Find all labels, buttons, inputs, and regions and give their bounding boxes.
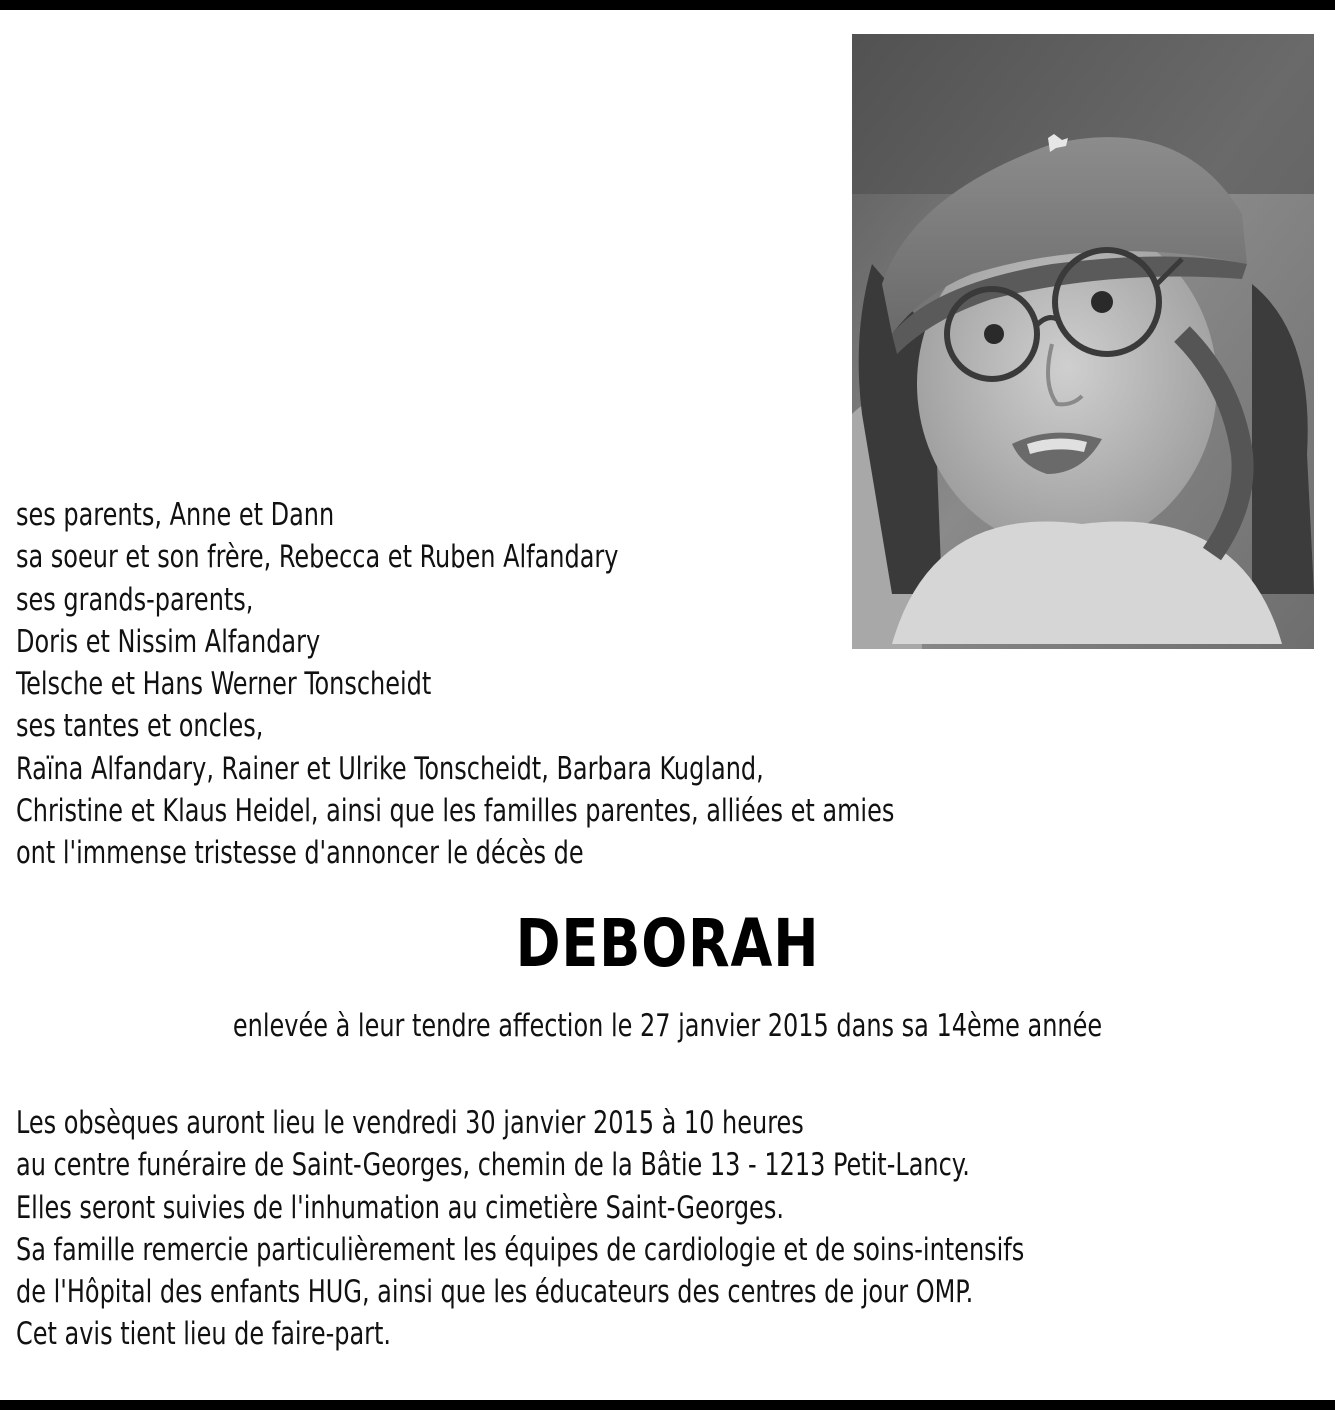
- funeral-line: Cet avis tient lieu de faire-part.: [16, 1316, 392, 1353]
- family-line: Telsche et Hans Werner Tonscheidt: [16, 666, 432, 703]
- funeral-line: au centre funéraire de Saint-Georges, chemin de la Bâtie 13 - 1213 Petit-Lancy.: [16, 1147, 970, 1184]
- family-line: ses grands-parents,: [16, 581, 254, 618]
- top-border-rule: [0, 0, 1335, 10]
- funeral-details: [16, 1102, 1316, 1356]
- family-line: ont l'immense tristesse d'annoncer le décès de: [16, 835, 584, 872]
- death-date-line: enlevée à leur tendre affection le 27 janvier 2015 dans sa 14ème année: [232, 1008, 1103, 1044]
- bottom-border-rule: [0, 1400, 1335, 1410]
- family-line: ses tantes et oncles,: [16, 708, 264, 745]
- funeral-line: Sa famille remercie particulièrement les équipes de cardiologie et de soins-intensifs: [16, 1231, 1025, 1268]
- funeral-line: Les obsèques auront lieu le vendredi 30 janvier 2015 à 10 heures: [16, 1105, 804, 1141]
- family-line: sa soeur et son frère, Rebecca et Ruben Alfandary: [16, 539, 619, 576]
- family-line: ses parents, Anne et Dann: [16, 497, 335, 533]
- family-line: Doris et Nissim Alfandary: [16, 623, 321, 660]
- family-announcement: [16, 494, 1216, 875]
- family-line: Christine et Klaus Heidel, ainsi que les familles parentes, alliées et amies: [16, 793, 895, 830]
- funeral-line: Elles seront suivies de l'inhumation au cimetière Saint-Georges.: [16, 1189, 784, 1226]
- deceased-name: DEBORAH: [515, 905, 820, 982]
- family-line: Raïna Alfandary, Rainer et Ulrike Tonscheidt, Barbara Kugland,: [16, 750, 764, 787]
- funeral-line: de l'Hôpital des enfants HUG, ainsi que les éducateurs des centres de jour OMP.: [16, 1274, 974, 1311]
